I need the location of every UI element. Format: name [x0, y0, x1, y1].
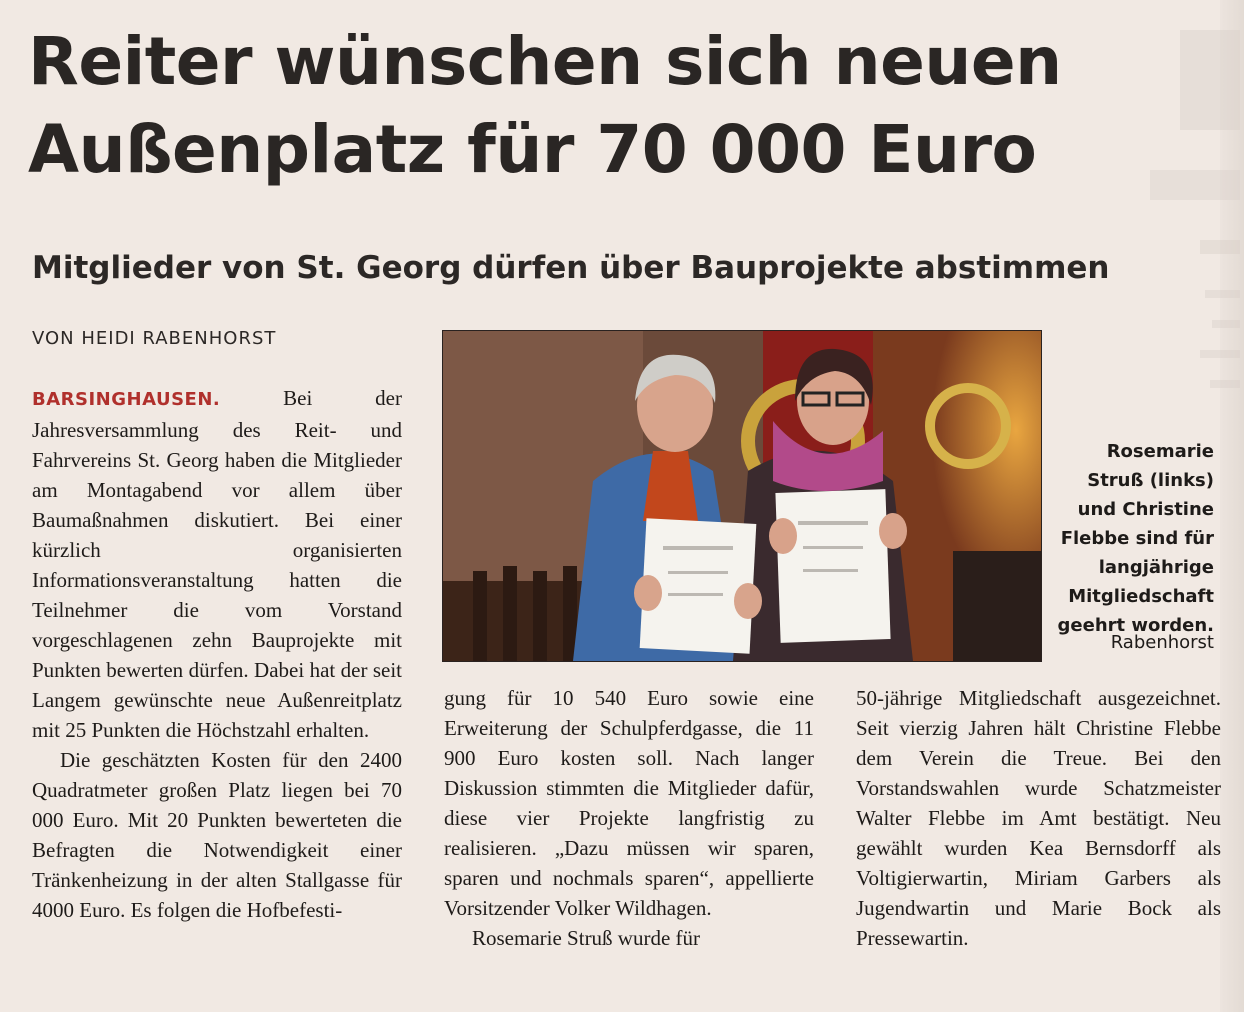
article-photo: [442, 330, 1042, 662]
paragraph-text: Bei der Jahresversammlung des Reit- und Fahrvereins St. Georg haben die Mitglieder am Montagabend vor allem über Baumaßnahmen diskutiert. Bei einer kürzlich organisierten Informationsveranstaltung hatten die Teilnehmer die vom Vorstand vorgeschlagenen zehn Bauprojekte mit Punkten bewerten dürfen. Dabei hat der seit Langem gewünschte neue Außenreitplatz mit 25 Punkten die Höchstzahl erhalten.: [32, 386, 402, 742]
byline: VON HEIDI RABENHORST: [32, 328, 277, 349]
article-column-1: [32, 383, 402, 925]
paragraph: Rosemarie Struß wurde für: [472, 926, 701, 950]
paper-edge: [1220, 0, 1244, 1012]
paragraph: 50-jährige Mitgliedschaft ausgezeichnet. Seit vierzig Jahren hält Christine Flebbe dem Verein die Treue. Bei den Vorstandswahlen wurde Schatzmeister Walter Flebbe im Amt bestätigt. Neu gewählt wurden Kea Bernsdorff als Voltigierwartin, Miriam Garbers als Jugendwartin und Marie Bock als Pressewartin.: [856, 686, 1221, 950]
headline: [28, 18, 1218, 194]
subheadline: Mitglieder von St. Georg dürfen über Bauprojekte abstimmen: [32, 250, 1110, 286]
article-column-3: [856, 683, 1221, 953]
paragraph: [32, 383, 402, 745]
paragraph: Die geschätzten Kosten für den 2400 Quadratmeter großen Platz liegen bei 70 000 Euro. Mit 20 Punkten bewerteten die Befragten die Notwendigkeit einer Tränkenheizung in der alten Stallgasse für 4000 Euro. Es folgen die Hofbefesti-: [32, 748, 402, 922]
headline-line-1: Reiter wünschen sich neuen: [28, 23, 1062, 100]
article-column-2: [444, 683, 814, 953]
caption-text: Rosemarie Struß (links) und Christine Flebbe sind für langjährige Mitgliedschaft geehrt worden.: [1057, 441, 1214, 636]
paragraph: gung für 10 540 Euro sowie eine Erweiterung der Schulpferdgasse, die 11 900 Euro kosten soll. Nach langer Diskussion stimmten die Mitglieder dafür, diese vier Projekte langfristig zu realisieren. „Dazu müssen wir sparen, sparen und nochmals sparen“, appellierte Vorsitzender Volker Wildhagen.: [444, 686, 814, 920]
dateline: BARSINGHAUSEN.: [32, 389, 221, 410]
photo-credit: Rabenhorst: [1110, 632, 1214, 653]
photo-caption: [1048, 437, 1214, 640]
headline-line-2: Außenplatz für 70 000 Euro: [28, 111, 1037, 188]
